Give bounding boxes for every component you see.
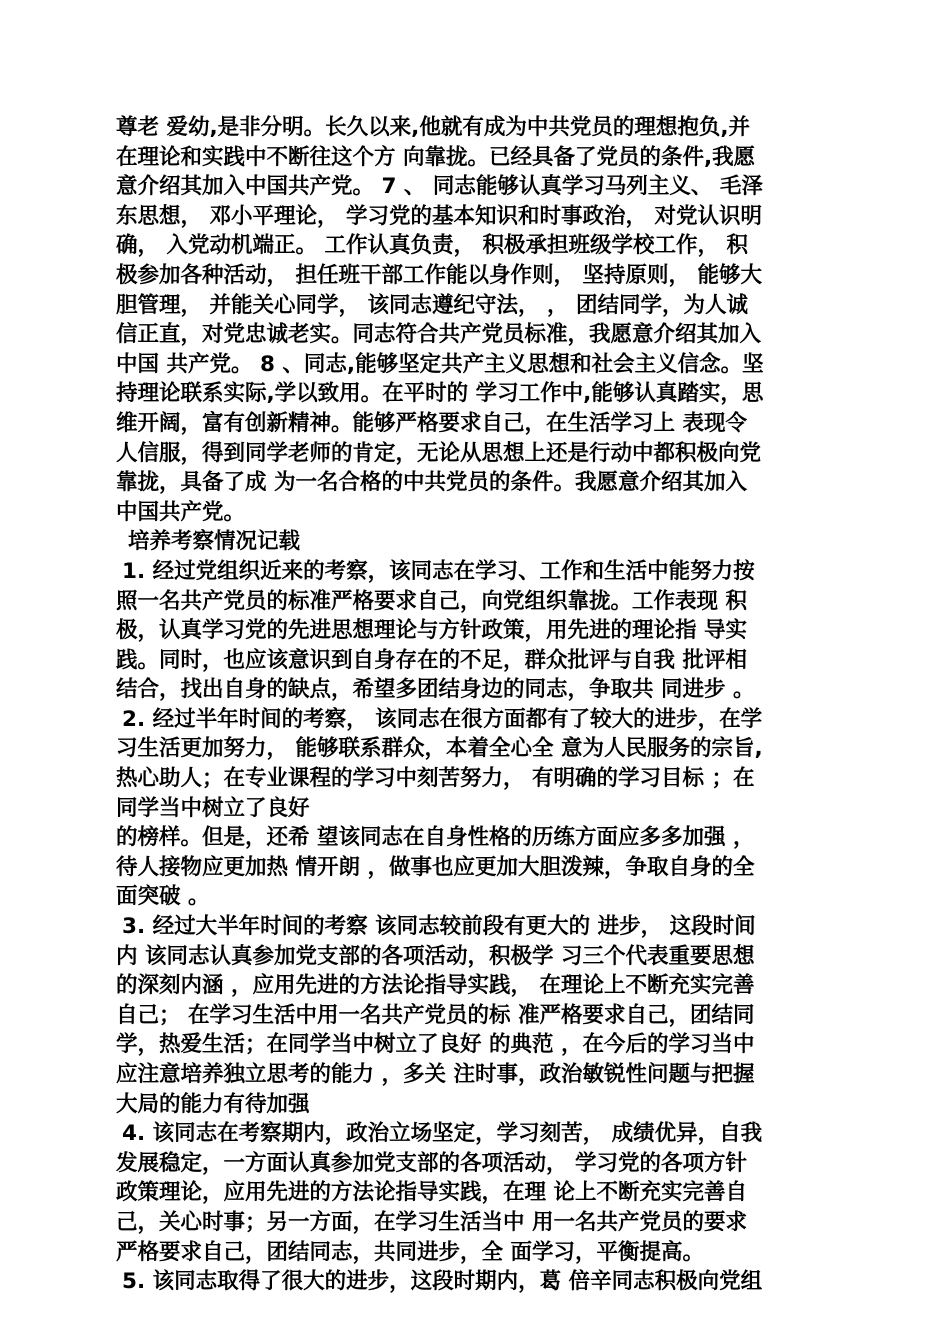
text-line: 东思想， 邓小平理论， 学习党的基本知识和时事政治， 对党认识明 [116,203,762,229]
text-line: 照一名共产党员的标准严格要求自己，向党组织靠拢。工作表现 积 [116,588,747,614]
text-line: 胆管理， 并能关心同学， 该同志遵纪守法， ， 团结同学，为人诚 [116,292,748,318]
text-line: 严格要求自己，团结同志，共同进步，全 面学习，平衡提高。 [116,1239,704,1265]
text-line: 自己； 在学习生活中用一名共产党员的标 准严格要求自己，团结同 [116,1002,755,1028]
text-line: 意介绍其加入中国共产党。 7 、 同志能够认真学习马列主义、 毛泽 [116,174,763,200]
text-line: 在理论和实践中不断往这个方 向靠拢。已经具备了党员的条件,我愿 [116,144,756,170]
text-line: 极参加各种活动， 担任班干部工作能以身作则， 坚持原则， 能够大 [116,262,762,288]
text-line: 1. 经过党组织近来的考察，该同志在学习、工作和生活中能努力按 [122,558,755,584]
text-line: 5. 该同志取得了很大的进步，这段时期内，葛 倍辛同志积极向党组 [122,1269,763,1295]
text-line: 政策理论，应用先进的方法论指导实践，在理 论上不断充实完善自 [116,1180,747,1206]
text-line: 2. 经过半年时间的考察， 该同志在很方面都有了较大的进步，在学 [122,706,763,732]
text-line: 人信服，得到同学老师的肯定，无论从思想上还是行动中都积极向党 [116,440,762,466]
text-line: 大局的能力有待加强 [116,1091,310,1117]
text-line: 持理论联系实际,学以致用。在平时的 学习工作中,能够认真踏实，思 [116,381,764,407]
text-line: 靠拢，具备了成 为一名合格的中共党员的条件。我愿意介绍其加入 [116,470,747,496]
text-line: 热心助人；在专业课程的学习中刻苦努力， 有明确的学习目标 ；在 [116,766,755,792]
text-line: 待人接物应更加热 情开朗 ，做事也应更加大胆泼辣，争取自身的全 [116,854,755,880]
text-line: 学，热爱生活；在同学当中树立了良好 的典范 ，在今后的学习当中 [116,1032,755,1058]
text-line: 的榜样。但是，还希 望该同志在自身性格的历练方面应多多加强 ， [116,825,755,851]
document-body [116,113,846,1297]
text-line: 面突破 。 [116,884,210,910]
text-line: 信正直，对党忠诚老实。同志符合共产党员标准，我愿意介绍其加入 [116,322,762,348]
text-line: 内 该同志认真参加党支部的各项活动，积极学 习三个代表重要思想 [116,943,755,969]
text-line: 结合，找出自身的缺点，希望多团结身边的同志，争取共 同进步 。 [116,677,755,703]
text-line: 己，关心时事；另一方面，在学习生活当中 用一名共产党员的要求 [116,1209,747,1235]
text-line: 习生活更加努力， 能够联系群众，本着全心全 意为人民服务的宗旨, [116,736,763,762]
text-line: 尊老 爱幼,是非分明。长久以来,他就有成为中共党员的理想抱负,并 [116,115,750,140]
text-line: 的深刻内涵 ，应用先进的方法论指导实践， 在理论上不断充实完善 [116,973,755,999]
text-line: 中国共产党。 [116,499,246,525]
text-line: 应注意培养独立思考的能力 ，多关 注时事，政治敏锐性问题与把握 [116,1062,755,1087]
text-line: 4. 该同志在考察期内，政治立场坚定，学习刻苦， 成绩优异，自我 [122,1121,763,1147]
text-line: 践。同时，也应该意识到自身存在的不足，群众批评与自我 批评相 [116,647,747,673]
text-line: 中国 共产党。 8 、同志,能够坚定共产主义思想和社会主义信念。坚 [116,351,764,377]
text-line: 维开阔，富有创新精神。能够严格要求自己，在生活学习上 表现令 [116,410,747,436]
text-line: 发展稳定，一方面认真参加党支部的各项活动， 学习党的各项方针 [116,1150,747,1176]
text-line: 确， 入党动机端正。 工作认真负责， 积极承担班级学校工作， 积 [116,233,748,259]
text-line: 3. 经过大半年时间的考察 该同志较前段有更大的 进步， 这段时间 [122,914,756,940]
text-line: 极，认真学习党的先进思想理论与方针政策，用先进的理论指 导实 [116,618,747,644]
section-heading: 培养考察情况记载 [128,529,301,555]
text-line: 同学当中树立了良好 [116,795,310,821]
